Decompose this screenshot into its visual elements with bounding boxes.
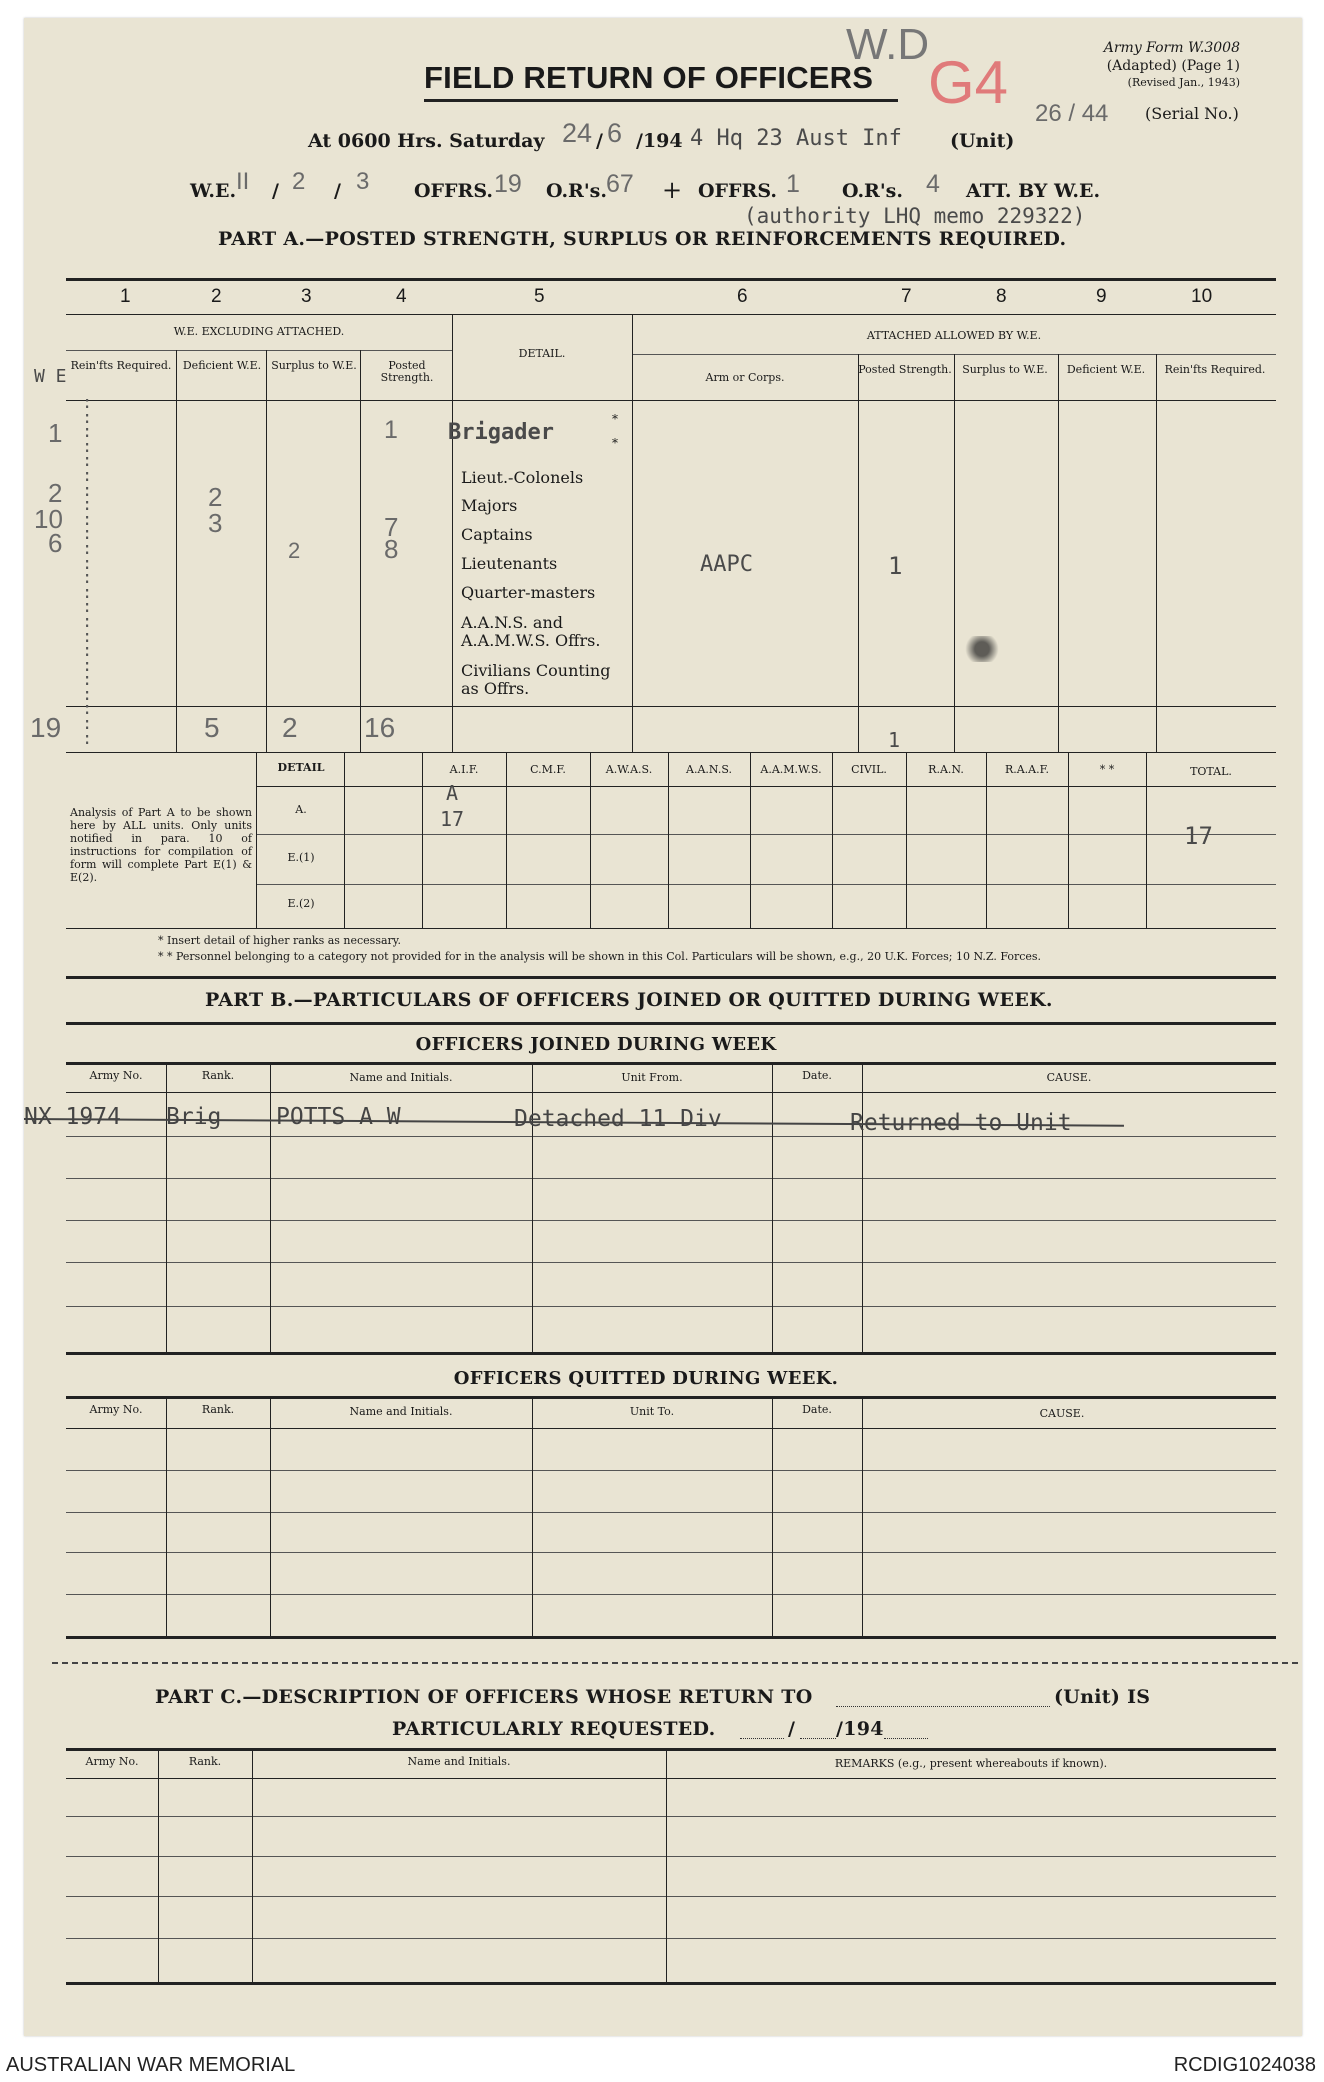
margin-captains: 10 (34, 504, 63, 534)
col-att-reinforcements: Rein'fts Required. (1164, 363, 1266, 376)
posted-lieutenants: 8 (384, 534, 399, 564)
date-month: 6 (607, 118, 623, 148)
col-att-posted: Posted Strength. (858, 363, 952, 376)
ors-label: O.R's. (546, 180, 607, 202)
margin-brigadier: 1 (48, 418, 63, 448)
part-a-title: PART A.—POSTED STRENGTH, SURPLUS OR REINFORCEMENTS REQUIRED. (218, 228, 1067, 250)
quitted-col-army-no: Army No. (89, 1403, 143, 1416)
rank-nursing-offrs: A.A.N.S. and A.A.M.W.S. Offrs. (461, 613, 601, 650)
att-label: ATT. BY W.E. (966, 180, 1101, 202)
offrs2-value: 1 (786, 170, 800, 198)
rank-lieutenants: Lieutenants (461, 554, 558, 573)
analysis-col-awas: A.W.A.S. (605, 763, 653, 776)
posted-captains: 7 (384, 512, 399, 542)
part-c-col-rank: Rank. (188, 1755, 222, 1768)
deficient-majors: 2 (208, 482, 223, 512)
total-posted: 16 (364, 712, 396, 743)
col-posted: Posted Strength. (380, 359, 434, 384)
attached-allowed-header: ATTACHED ALLOWED BY W.E. (866, 329, 1042, 342)
quitted-col-date: Date. (802, 1403, 832, 1416)
quitted-title: OFFICERS QUITTED DURING WEEK. (453, 1368, 839, 1389)
analysis-total-value: 17 (1184, 822, 1213, 850)
att-posted-value: 1 (888, 552, 903, 580)
analysis-col-raaf: R.A.A.F. (1004, 763, 1050, 776)
posted-brigadier: 1 (384, 416, 398, 444)
analysis-col-aif: A.I.F. (449, 763, 479, 776)
part-c-year-blank[interactable] (884, 1738, 928, 1739)
total-deficient: 5 (204, 712, 220, 743)
quitted-col-unit: Unit To. (629, 1405, 675, 1418)
analysis-row-e1: E.(1) (287, 851, 315, 864)
total-att-posted: 1 (888, 728, 901, 752)
analysis-col-total: TOTAL. (1190, 765, 1232, 778)
rank-lt-colonels: Lieut.-Colonels (461, 468, 584, 487)
part-c-month-blank[interactable] (800, 1738, 836, 1739)
joined-col-rank: Rank. (201, 1069, 235, 1082)
analysis-note: Analysis of Part A to be shown here by ALL units. Only units notified in para. 10 of instructions for compilation of form will complete Part E(1) & E(2). (70, 806, 252, 884)
ors-value: 67 (606, 170, 634, 198)
we-margin-label: W E (34, 366, 67, 387)
joined-army-no: NX 1974 (24, 1104, 121, 1130)
part-c-day-blank[interactable] (740, 1738, 784, 1739)
part-c-col-remarks: REMARKS (e.g., present whereabouts if known). (834, 1757, 1108, 1770)
footer-left: AUSTRALIAN WAR MEMORIAL (6, 2054, 296, 2076)
army-form-label: Army Form W.3008 (1103, 40, 1240, 56)
analysis-col-cmf: C.M.F. (530, 763, 566, 776)
quitted-col-name: Name and Initials. (349, 1405, 453, 1418)
footer-right: RCDIG1024038 (1173, 2054, 1316, 2076)
joined-col-cause: CAUSE. (1046, 1071, 1092, 1084)
col-reinforcements: Rein'fts Required. (70, 359, 172, 372)
authority-note: (authority LHQ memo 229322) (744, 204, 1086, 228)
part-c-title-unit: (Unit) IS (1054, 1686, 1151, 1708)
surplus-lieutenants: 2 (288, 538, 301, 563)
pencil-mark: W.D (846, 20, 930, 69)
unit-typed: 4 Hq 23 Aust Inf (690, 126, 902, 151)
rank-quartermasters: Quarter-masters (461, 583, 596, 602)
ors2-label: O.R's. (842, 180, 903, 202)
joined-rank: Brig (166, 1104, 222, 1130)
we-value-3: 3 (356, 168, 370, 195)
total-surplus: 2 (282, 712, 298, 743)
joined-unit: Detached 11 Div (514, 1106, 722, 1132)
ink-blot (962, 636, 1002, 662)
we-excluding-header: W.E. EXCLUDING ATTACHED. (173, 325, 345, 338)
col-surplus: Surplus to W.E. (271, 359, 357, 372)
we-value-1: II (236, 168, 250, 195)
arm-corps-value: AAPC (700, 552, 753, 577)
analysis-row-a: A. (295, 803, 307, 816)
analysis-row-e2: E.(2) (287, 897, 315, 910)
margin-majors: 2 (48, 478, 63, 508)
col-att-surplus: Surplus to W.E. (962, 363, 1048, 376)
rank-captains: Captains (461, 525, 533, 544)
footnote-1: * Insert detail of higher ranks as necessary. (158, 934, 402, 947)
adapted-label: (Adapted) (Page 1) (1106, 58, 1240, 74)
revised-label: (Revised Jan., 1943) (1127, 76, 1240, 89)
unit-label: (Unit) (950, 130, 1015, 152)
column-numbers: 1 2 3 4 5 6 7 8 9 10 (120, 286, 1213, 307)
red-pencil-mark: G4 (928, 49, 1009, 116)
joined-cause: Returned to Unit (850, 1110, 1072, 1136)
part-c-unit-blank[interactable] (836, 1706, 1050, 1707)
serial-number-label: (Serial No.) (1145, 104, 1239, 123)
rank-majors: Majors (461, 496, 518, 515)
footnote-2: * * Personnel belonging to a category not provided for in the analysis will be shown in this Col. Particulars will be shown, e.g., 20 U.K. Forces; 10 N.Z. Forces. (158, 950, 1042, 963)
at-time-label: At 0600 Hrs. Saturday (308, 130, 545, 152)
quitted-col-rank: Rank. (201, 1403, 235, 1416)
we-label: W.E. (190, 180, 237, 202)
col-deficient: Deficient W.E. (182, 359, 262, 372)
analysis-col-aamws: A.A.M.W.S. (760, 763, 822, 776)
margin-lieutenants: 6 (48, 528, 63, 558)
we-value-2: 2 (292, 168, 306, 195)
total-we: 19 (30, 712, 62, 743)
form-title: FIELD RETURN OF OFFICERS (424, 60, 874, 95)
joined-col-date: Date. (802, 1069, 832, 1082)
offrs-value: 19 (494, 170, 522, 198)
joined-col-army-no: Army No. (89, 1069, 143, 1082)
quitted-col-cause: CAUSE. (1039, 1407, 1085, 1420)
part-c-title-date: /194 (836, 1718, 884, 1740)
perforation-line (52, 1662, 1298, 1664)
col-arm-corps: Arm or Corps. (705, 371, 785, 384)
analysis-col-detail: DETAIL (277, 761, 325, 774)
rank-brigadier: Brigader (448, 420, 554, 445)
joined-col-name: Name and Initials. (349, 1071, 453, 1084)
rank-civilians: Civilians Counting as Offrs. (461, 661, 611, 698)
serial-number-value: 26 / 44 (1035, 100, 1109, 127)
offrs2-label: OFFRS. (698, 180, 777, 202)
year-prefix: /194 (636, 130, 683, 152)
deficient-captains: 3 (208, 508, 223, 538)
part-c-col-name: Name and Initials. (407, 1755, 511, 1768)
analysis-col-civil: CIVIL. (851, 763, 887, 776)
joined-title: OFFICERS JOINED DURING WEEK (415, 1034, 777, 1055)
part-c-col-army-no: Army No. (85, 1755, 139, 1768)
plus-sign: + (662, 176, 683, 204)
date-day: 24 (562, 118, 593, 148)
col-att-deficient: Deficient W.E. (1066, 363, 1146, 376)
offrs-label: OFFRS. (414, 180, 493, 202)
part-c-title-1: PART C.—DESCRIPTION OF OFFICERS WHOSE RETURN TO (155, 1686, 813, 1708)
part-b-title: PART B.—PARTICULARS OF OFFICERS JOINED OR QUITTED DURING WEEK. (205, 989, 1053, 1011)
analysis-col-other: * * (1099, 763, 1115, 776)
joined-col-unit: Unit From. (621, 1071, 683, 1084)
joined-name: POTTS A W (276, 1104, 401, 1130)
part-c-title-2: PARTICULARLY REQUESTED. (392, 1718, 716, 1740)
detail-header: DETAIL. (518, 347, 566, 360)
aif-value: A 17 (439, 781, 465, 831)
analysis-col-aans: A.A.N.S. (686, 763, 732, 776)
ors2-value: 4 (926, 170, 940, 198)
analysis-col-ran: R.A.N. (928, 763, 964, 776)
